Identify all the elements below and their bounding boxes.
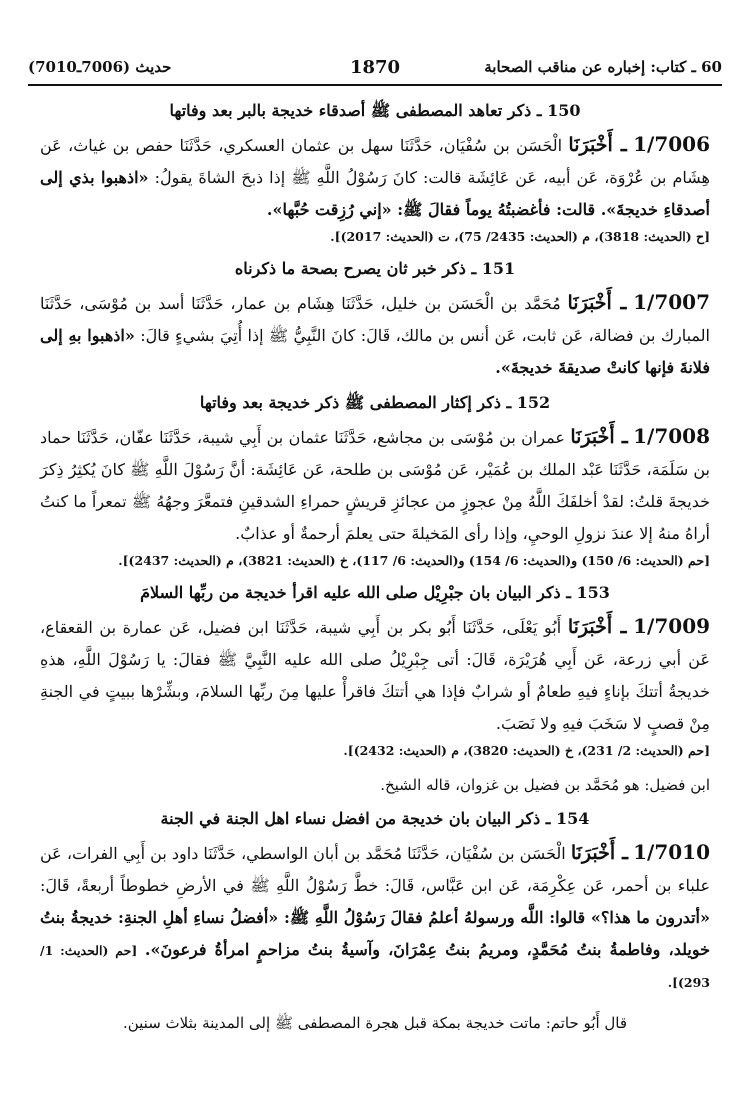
akhbarana-word: أَخْبَرَنَا [567,292,612,314]
section-150 [40,98,710,248]
page-number: 1870 [349,56,401,78]
section-152 [40,390,710,572]
chapter-title: 60 ـ كتاب: إخباره عن مناقب الصحابة [484,58,722,76]
akhbarana-word: أَخْبَرَنَا [570,842,616,864]
section-title: 152 ـ ذكر إكثار المصطفى ﷺ ذكر خديجة بعد وفاتها [199,393,551,412]
hadith-text: 1/7009 ـ أَخْبَرَنَا أَبُو يَعْلَى، حَدَّثَنَا أَبُو بكر بن أَبِي شيبة، حَدَّثَنَا ابن فضيل، عَن عمارة بن القعقاع، عَن أبي زرعة، عَن أَبِي هُرَيْرَة، قَالَ: أتى جِبْرِيْلُ صلى الله عليه النَّبِيَّ ﷺ فقالَ: يا رَسُوْلَ اللَّهِ، هذهِ خديجةُ أتتكَ بإناءٍ فيهِ طعامٌ أو شرابٌ فإذا هي أتتكَ فاقرأْ عليها مِنَ ربِّها السلامَ، وبشِّرْها ببيتٍ في الجنةِ مِنْ قصبٍ لا سَخَبَ فيهِ ولا نَصَبَ. [40,614,711,733]
isnad: الْحَسَن بن سُفْيَان، حَدَّثَنَا سهل بن عثمان العسكري، حَدَّثَنَا حفص بن غياث، عَن هِشَام بن عُرْوَة، عَن أبيه، عَن عَائِشَة قالت: كانَ رَسُوْلُ اللَّهِ ﷺ إذا ذبحَ الشاةَ يقولُ: [40,136,710,187]
isnad: أَبُو يَعْلَى، حَدَّثَنَا أَبُو بكر بن أَبِي شيبة، حَدَّثَنَا ابن فضيل، عَن عمارة بن القعقاع، عَن أبي زرعة، عَن أَبِي هُرَيْرَة، قَالَ: أتى جِبْرِيْلُ صلى الله عليه النَّبِيَّ ﷺ فقالَ: يا رَسُوْلَ اللَّهِ، هذهِ خديجةُ أتتكَ بإناءٍ فيهِ طعامٌ أو شرابٌ فإذا هي أتتكَ فاقرأْ عليها مِنَ ربِّها السلامَ، وبشِّرْها ببيتٍ في الجنةِ مِنْ قصبٍ لا سَخَبَ فيهِ ولا نَصَبَ. [40,618,711,733]
matn: «أتدرون ما هذا؟» قالوا: اللَّه ورسولهُ أعلمُ فقالَ رَسُوْلُ اللَّهِ ﷺ: «أفضلُ نساءِ أهلِ الجنةِ: خديجةُ بنتُ خويلد، وفاطمةُ بنتُ مُحَمَّدٍ، ومريمُ بنتُ عِمْرَانَ، وآسيةُ بنتُ مزاحمٍ امرأةُ فرعونَ». [40,908,710,959]
section-title: 151 ـ ذكر خبر ثان يصرح بصحة ما ذكرناه [234,259,516,278]
isnad: الْحَسَن بن سُفْيَان، حَدَّثَنَا مُحَمَّد بن أبان الواسطي، حَدَّثَنَا داود بن أَبِي الفرات، عَن علباء بن أحمر، عَن عِكْرِمَة، عَن ابن عَبَّاس، قَالَ: خطَّ رَسُوْلُ اللَّهِ ﷺ في الأرضِ خطوطاً أربعةً، قَالَ: [40,844,710,895]
hadith-text: 1/7008 ـ أَخْبَرَنَا عمران بن مُوْسَى بن مجاشع، حَدَّثَنَا عثمان بن أَبِي شيبة، حَدَّثَنَا عفّان، حَدَّثَنَا حماد بن سَلَمَة، حَدَّثَنَا عَبْد الملك بن عُمَيْر، عَن مُوْسَى بن طلحة، عَن عَائِشَة: أنَّ رَسُوْلَ اللَّهِ ﷺ كانَ يُكثِرُ ذِكرَ خديجةَ قلتُ: لقدْ أخلفَكَ اللَّهُ مِنْ عجوزٍ من عجائزِ قريشٍ حمراءِ الشدقينِ فتمعَّرَ وجهُهُ ﷺ تمعراً ما كنتُ أراهُ منهُ إلا عندَ نزولِ الوحيِ، وإذا رأى المَخيلةَ حتى يعلمَ أرحمةٌ أو عذابٌ. [40,424,710,543]
akhbarana-word: أَخْبَرَنَا [570,426,615,448]
hadith-reference: [ح (الحديث: 3818)، م (الحديث: 2435/ 75)، ت (الحديث: 2017)]. [330,229,710,244]
akhbarana-word: أَخْبَرَنَا [568,134,613,156]
section-title: 150 ـ ذكر تعاهد المصطفى ﷺ أصدقاء خديجة بالبر بعد وفاتها [169,101,581,120]
matn: «اذهبوا بهِ إلى فلانةَ فإنها كانتْ صديقةَ خديجةَ». [40,326,710,377]
section-151 [40,256,710,390]
hadith-reference: [حم (الحديث: 2/ 231)، خ (الحديث: 3820)، م (الحديث: 2432)]. [343,743,710,758]
section-title: 153 ـ ذكر البيان بان جبْرِيْل صلى الله عليه اقرأ خديجة من ربِّها السلامَ [140,583,610,602]
hadith-number: 1/7010 [633,840,711,864]
page-header [28,50,722,86]
isnad: عمران بن مُوْسَى بن مجاشع، حَدَّثَنَا عثمان بن أَبِي شيبة، حَدَّثَنَا عفّان، حَدَّثَنَا حماد بن سَلَمَة، حَدَّثَنَا عَبْد الملك بن عُمَيْر، عَن مُوْسَى بن طلحة، عَن عَائِشَة: أنَّ رَسُوْلَ اللَّهِ ﷺ كانَ يُكثِرُ ذِكرَ خديجةَ قلتُ: لقدْ أخلفَكَ اللَّهُ مِنْ عجوزٍ من عجائزِ قريشٍ حمراءِ الشدقينِ فتمعَّرَ وجهُهُ ﷺ تمعراً ما كنتُ أراهُ منهُ إلا عندَ نزولِ الوحيِ، وإذا رأى المَخيلةَ حتى يعلمَ أرحمةٌ أو عذابٌ. [40,428,710,543]
section-title: 154 ـ ذكر البيان بان خديجة من افضل نساء اهل الجنة في الجنة [160,809,590,828]
matn: «اذهبوا بذي إلى أصدقاءِ خديجةَ». قالت: فأغضبتُهُ يوماً فقالَ ﷺ: «إني رُزِقت حُبَّها». [40,168,710,219]
section-154 [40,806,710,998]
closing-note: قال أَبُو حاتم: ماتت خديجة بمكة قبل هجرة المصطفى ﷺ إلى المدينة بثلاث سنين. [122,1014,628,1032]
section-153 [40,580,710,800]
hadith-reference: [حم (الحديث: 1/ 293)]. [40,943,710,990]
hadith-number: 1/7008 [633,424,710,448]
hadith-number: 1/7009 [633,614,711,638]
page-body [40,98,710,1038]
hadith-number: 1/7006 [633,132,710,156]
hadith-text: 1/7006 ـ أَخْبَرَنَا الْحَسَن بن سُفْيَان، حَدَّثَنَا سهل بن عثمان العسكري، حَدَّثَنَا حفص بن غياث، عَن هِشَام بن عُرْوَة، عَن أبيه، عَن عَائِشَة قالت: كانَ رَسُوْلُ اللَّهِ ﷺ إذا ذبحَ الشاةَ يقولُ: «اذهبوا بذي إلى أصدقاءِ خديجةَ». قالت: فأغضبتُهُ يوماً فقالَ ﷺ: «إني رُزِقت حُبَّها». [40,132,710,219]
akhbarana-word: أَخْبَرَنَا [567,616,613,638]
hadith-text: 1/7010 ـ أَخْبَرَنَا الْحَسَن بن سُفْيَان، حَدَّثَنَا مُحَمَّد بن أبان الواسطي، حَدَّثَنَا داود بن أَبِي الفرات، عَن علباء بن أحمر، عَن عِكْرِمَة، عَن ابن عَبَّاس، قَالَ: خطَّ رَسُوْلُ اللَّهِ ﷺ في الأرضِ خطوطاً أربعةً، قَالَ: «أتدرون ما هذا؟» قالوا: اللَّه ورسولهُ أعلمُ فقالَ رَسُوْلُ اللَّهِ ﷺ: «أفضلُ نساءِ أهلِ الجنةِ: خديجةُ بنتُ خويلد، وفاطمةُ بنتُ مُحَمَّدٍ، ومريمُ بنتُ عِمْرَانَ، وآسيةُ بنتُ مزاحمٍ امرأةُ فرعونَ». [حم (الحديث: 1/ 293)]. [40,840,711,990]
isnad: مُحَمَّد بن الْحَسَن بن خليل، حَدَّثَنَا هِشَام بن عمار، حَدَّثَنَا أسد بن مُوْسَى، حَدَّثَنَا المبارك بن فضالة، عَن ثابت، عَن أنس بن مالك، قَالَ: كانَ النَّبِيُّ ﷺ إذا أُتِيَ بشيءٍ قالَ: [40,294,711,345]
hadith-reference: [حم (الحديث: 6/ 150) و(الحديث: 6/ 154) و(الحديث: 6/ 117)، خ (الحديث: 3821)، م (الحديث: 2437)]. [118,553,710,568]
narrator-note: ابن فضيل: هو مُحَمَّد بن فضيل بن غزوان، قاله الشيخ. [380,776,710,794]
hadith-number: 1/7007 [633,290,710,314]
hadith-text: 1/7007 ـ أَخْبَرَنَا مُحَمَّد بن الْحَسَن بن خليل، حَدَّثَنَا هِشَام بن عمار، حَدَّثَنَا أسد بن مُوْسَى، حَدَّثَنَا المبارك بن فضالة، عَن ثابت، عَن أنس بن مالك، قَالَ: كانَ النَّبِيُّ ﷺ إذا أُتِيَ بشيءٍ قالَ: «اذهبوا بهِ إلى فلانةَ فإنها كانتْ صديقةَ خديجةَ». [40,290,711,377]
hadith-range: حديث (7006ـ7010) [28,58,172,76]
